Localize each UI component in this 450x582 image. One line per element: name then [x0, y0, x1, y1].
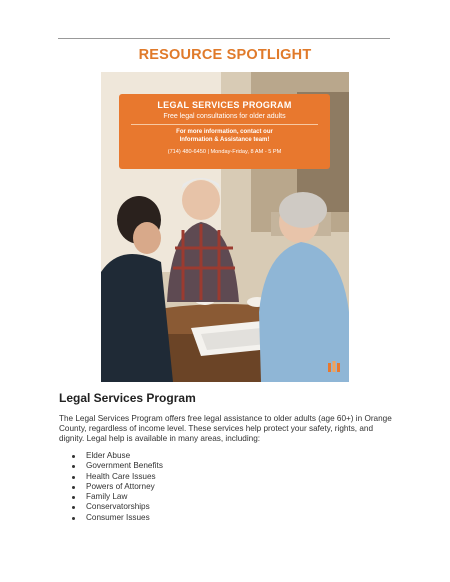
flyer-subtitle: Free legal consultations for older adults [163, 113, 286, 120]
flyer-phone-hours: (714) 480-6450 | Monday-Friday, 8 AM - 5 PM [167, 149, 282, 155]
section-title: Legal Services Program [59, 391, 196, 405]
top-divider [58, 38, 390, 39]
flyer-banner [119, 94, 330, 169]
flyer-contact [119, 129, 330, 144]
list-item: Powers of Attorney [59, 482, 163, 492]
flyer-title: LEGAL SERVICES PROGRAM [157, 100, 292, 110]
list-item: Conservatorships [59, 502, 163, 512]
flyer-image [101, 72, 349, 382]
list-item: Government Benefits [59, 461, 163, 471]
legal-areas-list [59, 451, 163, 523]
flyer-contact-line1: For more information, contact our [176, 129, 273, 135]
list-item: Health Care Issues [59, 472, 163, 482]
organization-logo-icon [325, 360, 343, 374]
list-item: Family Law [59, 492, 163, 502]
banner-divider [131, 124, 318, 125]
page-title: RESOURCE SPOTLIGHT [138, 47, 312, 63]
section-paragraph: The Legal Services Program offers free legal assistance to older adults (age 60+) in Orange County, regardless of income level. These services help protect your safety, rights, and dignity. Legal help is available in many areas, including: [59, 414, 392, 444]
list-item: Elder Abuse [59, 451, 163, 461]
list-item: Consumer Issues [59, 513, 163, 523]
flyer-contact-line2: Information & Assistance team! [179, 136, 270, 143]
